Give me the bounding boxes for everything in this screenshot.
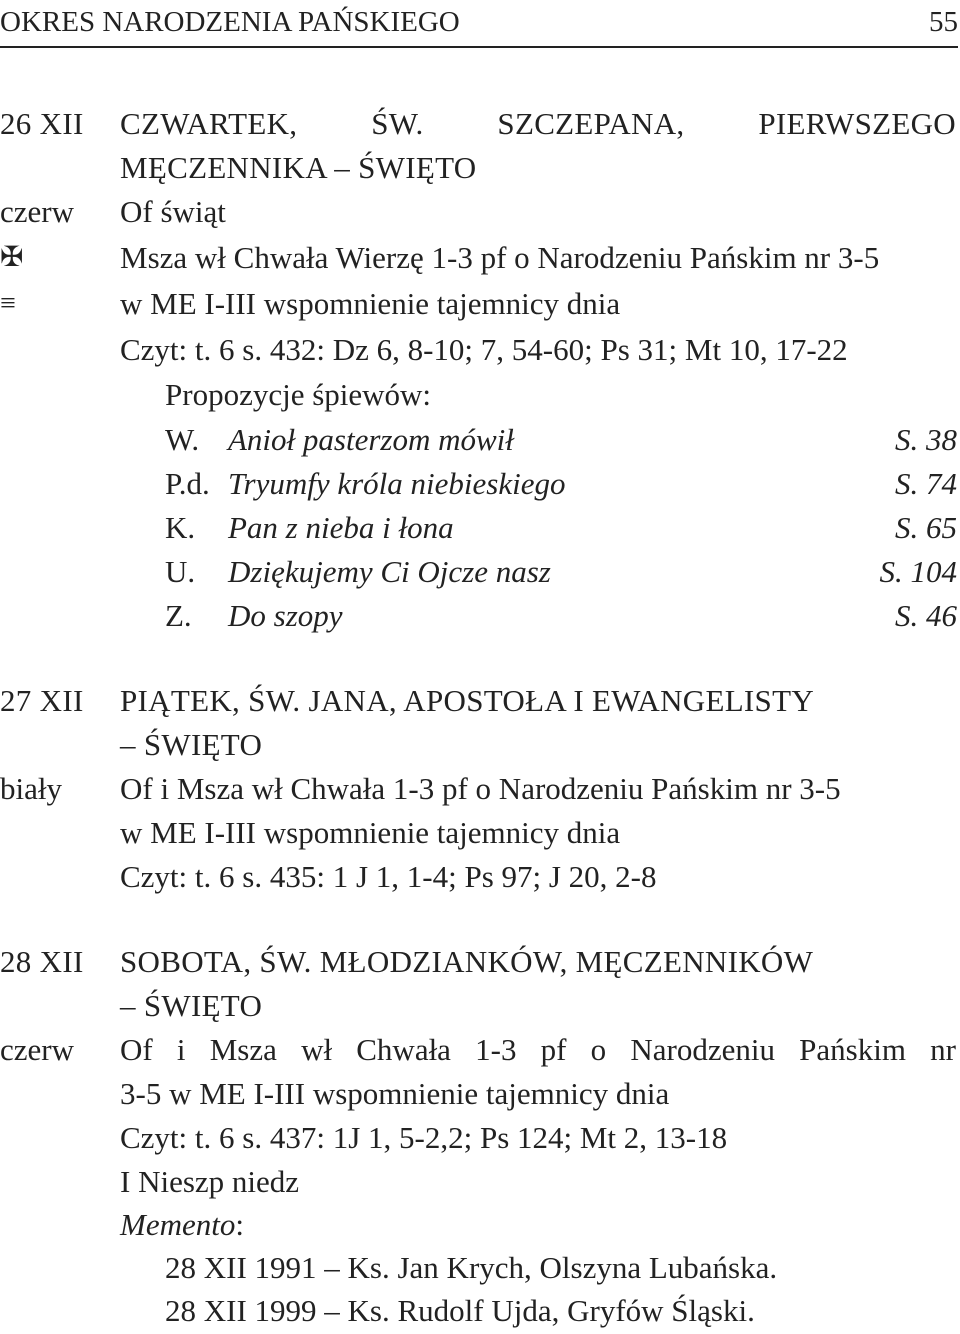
song-page: S. 38 [895, 422, 957, 457]
song-page: S. 46 [895, 598, 957, 633]
memento-line: 28 XII 1991 – Ks. Jan Krych, Olszyna Lubańska. [165, 1250, 778, 1285]
song-page: S. 65 [895, 510, 957, 545]
readings-text: Czyt: t. 6 s. 435: 1 J 1, 1-4; Ps 97; J 20, 2-8 [120, 859, 657, 894]
song-prefix: U. [165, 554, 196, 589]
song-prefix: P.d. [165, 466, 210, 501]
entry-title-line1: SOBOTA, ŚW. MŁODZIANKÓW, MĘCZENNIKÓW [120, 944, 814, 979]
cross-icon: ✠ [0, 242, 24, 273]
liturgical-color: czerw [0, 1032, 74, 1067]
song-title: Dziękujemy Ci Ojcze nasz [228, 554, 551, 589]
entry-date: 27 XII [0, 683, 84, 718]
page-number: 55 [929, 5, 958, 38]
song-title: Tryumfy króla niebieskiego [228, 466, 566, 501]
song-prefix: Z. [165, 598, 192, 633]
song-prefix: K. [165, 510, 196, 545]
song-title: Anioł pasterzom mówił [228, 422, 514, 457]
entry-title-line1: PIĄTEK, ŚW. JANA, APOSTOŁA I EWANGELISTY [120, 683, 815, 718]
entry-title-line2: – ŚWIĘTO [120, 988, 263, 1023]
song-prefix: W. [165, 422, 200, 457]
mass-text-line2: 3-5 w ME I-III wspomnienie tajemnicy dnia [120, 1076, 670, 1111]
triple-bar-icon: ≡ [0, 288, 16, 319]
song-row [165, 464, 957, 504]
memorial-text: w ME I-III wspomnienie tajemnicy dnia [120, 286, 621, 321]
song-page: S. 74 [895, 466, 957, 501]
mass-text-line1: Of i Msza wł Chwała 1-3 pf o Narodzeniu Pańskim nr [120, 1032, 956, 1067]
song-row [165, 420, 957, 460]
entry-title-line1: CZWARTEK, ŚW. SZCZEPANA, PIERWSZEGO [120, 106, 956, 141]
liturgical-color: biały [0, 771, 62, 806]
mass-text: Msza wł Chwała Wierzę 1-3 pf o Narodzeniu Pańskim nr 3-5 [120, 240, 880, 275]
song-title: Do szopy [228, 598, 343, 633]
memorial-text: w ME I-III wspomnienie tajemnicy dnia [120, 815, 621, 850]
song-page: S. 104 [879, 554, 957, 589]
memento-heading: Memento: [120, 1207, 244, 1242]
song-row [165, 552, 957, 592]
header-rule [0, 46, 958, 48]
song-row [165, 508, 957, 548]
songs-label: Propozycje śpiewów: [165, 377, 432, 412]
running-header [0, 4, 958, 40]
readings-text: Czyt: t. 6 s. 437: 1J 1, 5-2,2; Ps 124; Mt 2, 13-18 [120, 1120, 728, 1155]
memento-line: 28 XII 1999 – Ks. Rudolf Ujda, Gryfów Śląski. [165, 1293, 755, 1328]
section-title: OKRES NARODZENIA PAŃSKIEGO [0, 5, 460, 38]
office-text: Of świąt [120, 194, 226, 229]
entry-date: 26 XII [0, 106, 84, 141]
mass-text: Of i Msza wł Chwała 1-3 pf o Narodzeniu Pańskim nr 3-5 [120, 771, 841, 806]
song-row [165, 596, 957, 636]
entry-title-line2: – ŚWIĘTO [120, 727, 263, 762]
song-title: Pan z nieba i łona [228, 510, 454, 545]
entry-date: 28 XII [0, 944, 84, 979]
liturgical-color: czerw [0, 194, 74, 229]
vespers-text: I Nieszp niedz [120, 1164, 300, 1199]
readings-text: Czyt: t. 6 s. 432: Dz 6, 8-10; 7, 54-60; Ps 31; Mt 10, 17-22 [120, 332, 848, 367]
memento-label: Memento [120, 1207, 236, 1242]
entry-title-line2: MĘCZENNIKA – ŚWIĘTO [120, 150, 477, 185]
